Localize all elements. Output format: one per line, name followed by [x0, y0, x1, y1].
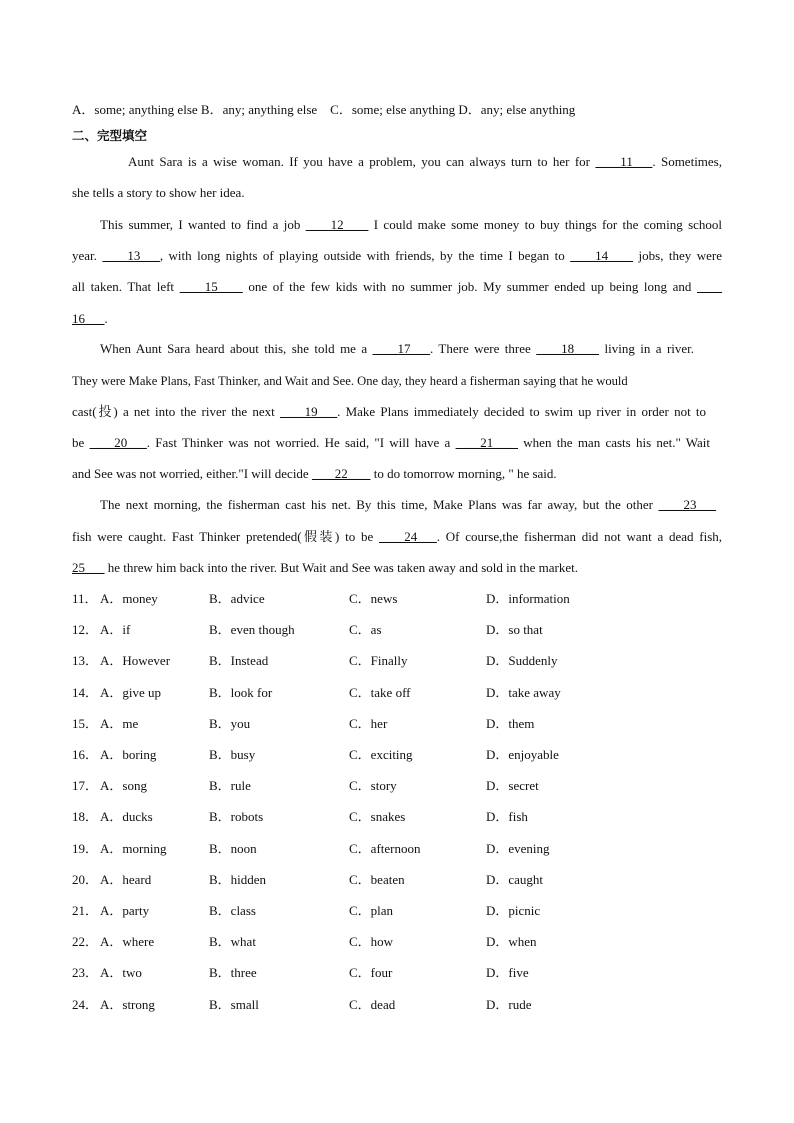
- option-d: D．secret: [486, 778, 539, 793]
- option-c: C．story: [349, 778, 397, 793]
- option-b: B．what: [209, 934, 256, 949]
- option-d: D．take away: [486, 685, 561, 700]
- question-number: 16．: [72, 747, 99, 762]
- option-c: C．dead: [349, 997, 396, 1012]
- passage-line-13: fish were caught. Fast Thinker pretended(假装) to be ___24___. Of course,the fisherman did not want a dead fish,: [72, 529, 723, 544]
- option-a: A．party: [100, 903, 150, 918]
- option-a: A．song: [100, 778, 147, 793]
- blank-21: ___21___: [455, 435, 519, 450]
- question-number: 15．: [72, 716, 99, 731]
- blank-22: ___22___: [311, 466, 371, 481]
- option-b: B．busy: [209, 747, 256, 762]
- passage-line-7: When Aunt Sara heard about this, she told me a ___17___. There were three ___18___ living in a river.: [100, 341, 695, 356]
- option-b: B．hidden: [209, 872, 267, 887]
- blank-15: ___15___: [179, 279, 243, 294]
- option-c: C．plan: [349, 903, 394, 918]
- option-d: D．them: [486, 716, 535, 731]
- question-number: 13．: [72, 653, 99, 668]
- passage-line-2: she tells a story to show her idea.: [72, 185, 245, 200]
- question-number: 14．: [72, 685, 99, 700]
- option-c: C．news: [349, 591, 398, 606]
- option-a: A．However: [100, 653, 171, 668]
- blank-24: ___24___: [379, 529, 437, 544]
- option-b: B．small: [209, 997, 259, 1012]
- question-number: 18．: [72, 809, 99, 824]
- blank-16-part-1: ___: [696, 279, 723, 294]
- question-number: 24．: [72, 997, 99, 1012]
- question-number: 23．: [72, 965, 99, 980]
- passage-line-11: and See was not worried, either."I will decide ___22___ to do tomorrow morning, " he said.: [72, 466, 557, 481]
- option-c: C．how: [349, 934, 394, 949]
- section-title: 二、完型填空: [72, 128, 148, 143]
- option-c: C．Finally: [349, 653, 408, 668]
- option-a: A．boring: [100, 747, 157, 762]
- option-d: D．fish: [486, 809, 528, 824]
- option-b: B．robots: [209, 809, 264, 824]
- option-b: B．rule: [209, 778, 251, 793]
- option-a: A．money: [100, 591, 158, 606]
- option-d: D．five: [486, 965, 529, 980]
- passage-line-3: This summer, I wanted to find a job ___12___ I could make some money to buy things for the coming school: [100, 217, 723, 232]
- option-d: D．rude: [486, 997, 532, 1012]
- option-b: B．look for: [209, 685, 273, 700]
- option-b: B．you: [209, 716, 251, 731]
- option-c: C．beaten: [349, 872, 405, 887]
- option-d: D．caught: [486, 872, 544, 887]
- option-b: B．Instead: [209, 653, 269, 668]
- passage-line-12: The next morning, the fisherman cast his net. By this time, Make Plans was far away, but the other ___23___: [100, 497, 716, 512]
- option-b: B．class: [209, 903, 256, 918]
- question-number: 17．: [72, 778, 99, 793]
- option-a: A．me: [100, 716, 139, 731]
- blank-11: ___11___: [595, 154, 653, 169]
- option-c: C．afternoon: [349, 841, 421, 856]
- passage-line-14: 25___ he threw him back into the river. But Wait and See was taken away and sold in the market.: [72, 560, 578, 575]
- option-a: A．morning: [100, 841, 167, 856]
- option-b: B．three: [209, 965, 257, 980]
- passage-line-9: cast(投) a net into the river the next ___19___. Make Plans immediately decided to swim up river in order not to: [72, 404, 707, 419]
- option-a: A．strong: [100, 997, 155, 1012]
- passage-line-1: Aunt Sara is a wise woman. If you have a problem, you can always turn to her for ___11___. Sometimes,: [128, 154, 722, 169]
- option-c: C．take off: [349, 685, 411, 700]
- option-c: C．four: [349, 965, 393, 980]
- blank-12: ___12___: [305, 217, 369, 232]
- option-a: A．heard: [100, 872, 152, 887]
- question-number: 22．: [72, 934, 99, 949]
- question-number: 12．: [72, 622, 99, 637]
- option-a: A．ducks: [100, 809, 153, 824]
- blank-19: ___19___: [279, 404, 338, 419]
- option-d: D．when: [486, 934, 537, 949]
- question-number: 11．: [72, 591, 98, 606]
- option-d: D．Suddenly: [486, 653, 558, 668]
- option-d: D．evening: [486, 841, 550, 856]
- blank-18: ___18___: [536, 341, 600, 356]
- option-b: B．noon: [209, 841, 257, 856]
- question-number: 19．: [72, 841, 99, 856]
- blank-20: ___20___: [89, 435, 147, 450]
- option-c: C．as: [349, 622, 382, 637]
- option-b: B．even though: [209, 622, 295, 637]
- passage-line-4: year. ___13___, with long nights of playing outside with friends, by the time I began to ___14___ jobs, they were: [72, 248, 722, 263]
- blank-14: ___14___: [570, 248, 634, 263]
- passage-line-8: They were Make Plans, Fast Thinker, and Wait and See. One day, they heard a fisherman saying that he would: [72, 374, 628, 388]
- blank-23: ___23___: [658, 497, 716, 512]
- question-number: 21．: [72, 903, 99, 918]
- option-a: A．where: [100, 934, 155, 949]
- passage-line-5: all taken. That left ___15___ one of the few kids with no summer job. My summer ended up being long and ___: [72, 279, 723, 294]
- option-a: A．two: [100, 965, 142, 980]
- question-number: 20．: [72, 872, 99, 887]
- blank-16-part-2: 16___: [72, 311, 105, 326]
- option-a: A．if: [100, 622, 131, 637]
- blank-13: ___13___: [102, 248, 160, 263]
- option-a: A．give up: [100, 685, 162, 700]
- option-c: C．her: [349, 716, 388, 731]
- option-d: D．picnic: [486, 903, 541, 918]
- option-c: C．snakes: [349, 809, 406, 824]
- passage-line-10: be ___20___. Fast Thinker was not worried. He said, "I will have a ___21___ when the man casts his net." Wait: [72, 435, 711, 450]
- option-b: B．advice: [209, 591, 265, 606]
- blank-25: 25___: [72, 560, 105, 575]
- option-c: C．exciting: [349, 747, 413, 762]
- option-d: D．enjoyable: [486, 747, 559, 762]
- passage-line-6: 16___.: [72, 311, 108, 326]
- previous-question-options: A．some; anything else B．any; anything else C．some; else anything D．any; else anything: [72, 102, 576, 117]
- option-d: D．so that: [486, 622, 543, 637]
- blank-17: ___17___: [372, 341, 430, 356]
- option-d: D．information: [486, 591, 570, 606]
